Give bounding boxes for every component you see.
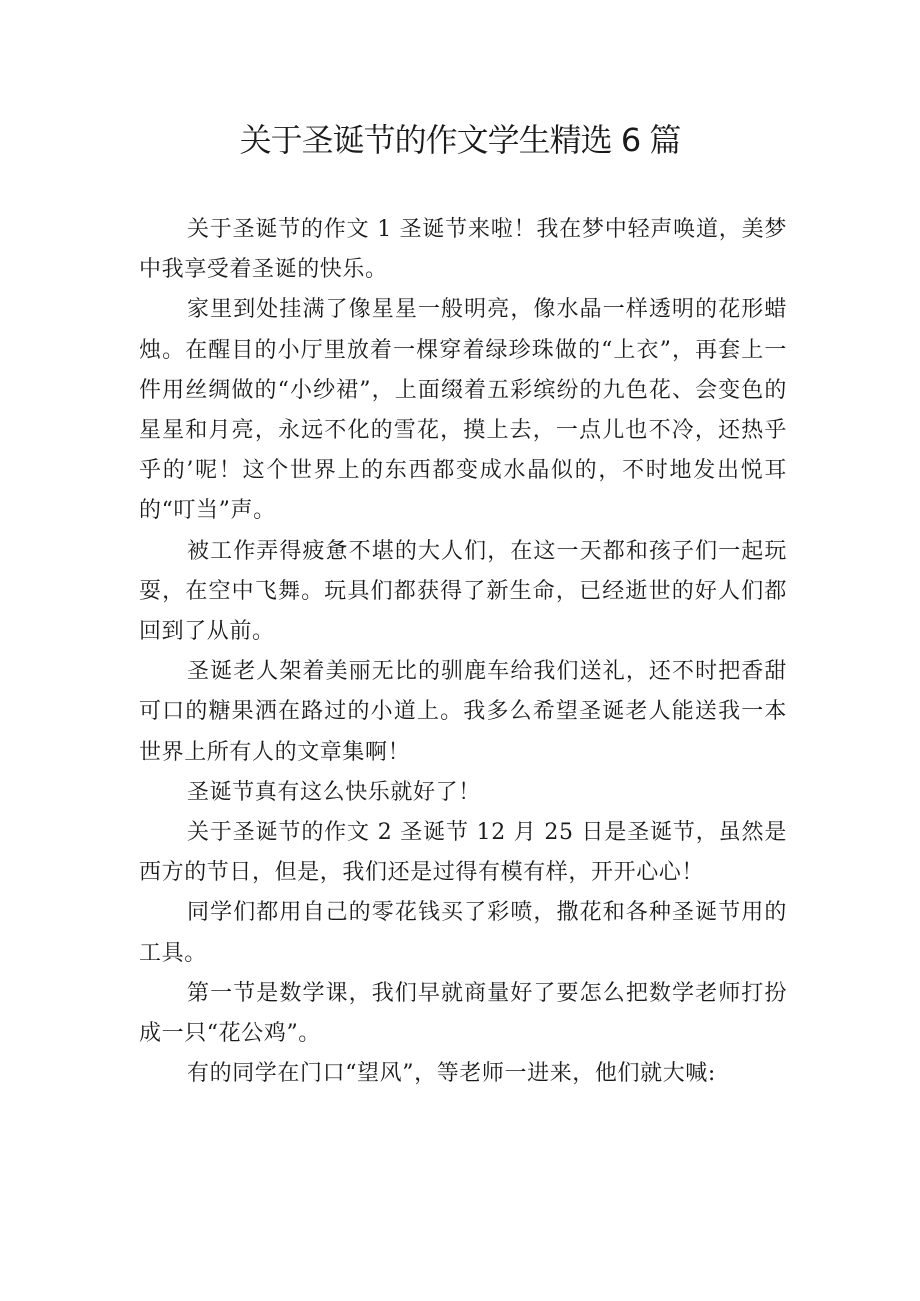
paragraph-9: 有的同学在门口“望风”，等老师一进来，他们就大喊: [187, 1061, 716, 1087]
paragraph-6: 关于圣诞节的作文 2 圣诞节 12 月 25 日是圣诞节，虽然是西方的节日，但是，我们还是过得有模有样，开开心心！ [139, 820, 787, 886]
paragraph-5: 圣诞节真有这么快乐就好了！ [187, 779, 481, 805]
paragraph-3: 被工作弄得疲惫不堪的大人们，在这一天都和孩子们一起玩耍，在空中飞舞。玩具们都获得了新生命，已经逝世的好人们都回到了从前。 [139, 538, 787, 645]
document-body [139, 210, 787, 1094]
paragraph-7: 同学们都用自己的零花钱买了彩喷，撒花和各种圣诞节用的工具。 [139, 900, 787, 966]
document-title: 关于圣诞节的作文学生精选 6 篇 [239, 121, 681, 159]
paragraph-8: 第一节是数学课，我们早就商量好了要怎么把数学老师打扮成一只“花公鸡”。 [139, 980, 787, 1047]
paragraph-4: 圣诞老人架着美丽无比的驯鹿车给我们送礼，还不时把香甜可口的糖果洒在路过的小道上。我多么希望圣诞老人能送我一本世界上所有人的文章集啊！ [139, 659, 787, 765]
paragraph-2: 家里到处挂满了像星星一般明亮，像水晶一样透明的花形蜡烛。在醒目的小厅里放着一棵穿着绿珍珠做的“上衣”，再套上一件用丝绸做的“小纱裙”，上面缀着五彩缤纷的九色花、会变色的星星和月亮，永远不化的雪花，摸上去，一点儿也不冷，还热乎乎的’呢！这个世界上的东西都变成水晶似的，不时地发出悦耳的“叮当”声。 [139, 297, 787, 524]
paragraph-1: 关于圣诞节的作文 1 圣诞节来啦！我在梦中轻声唤道，美梦中我享受着圣诞的快乐。 [139, 217, 787, 283]
